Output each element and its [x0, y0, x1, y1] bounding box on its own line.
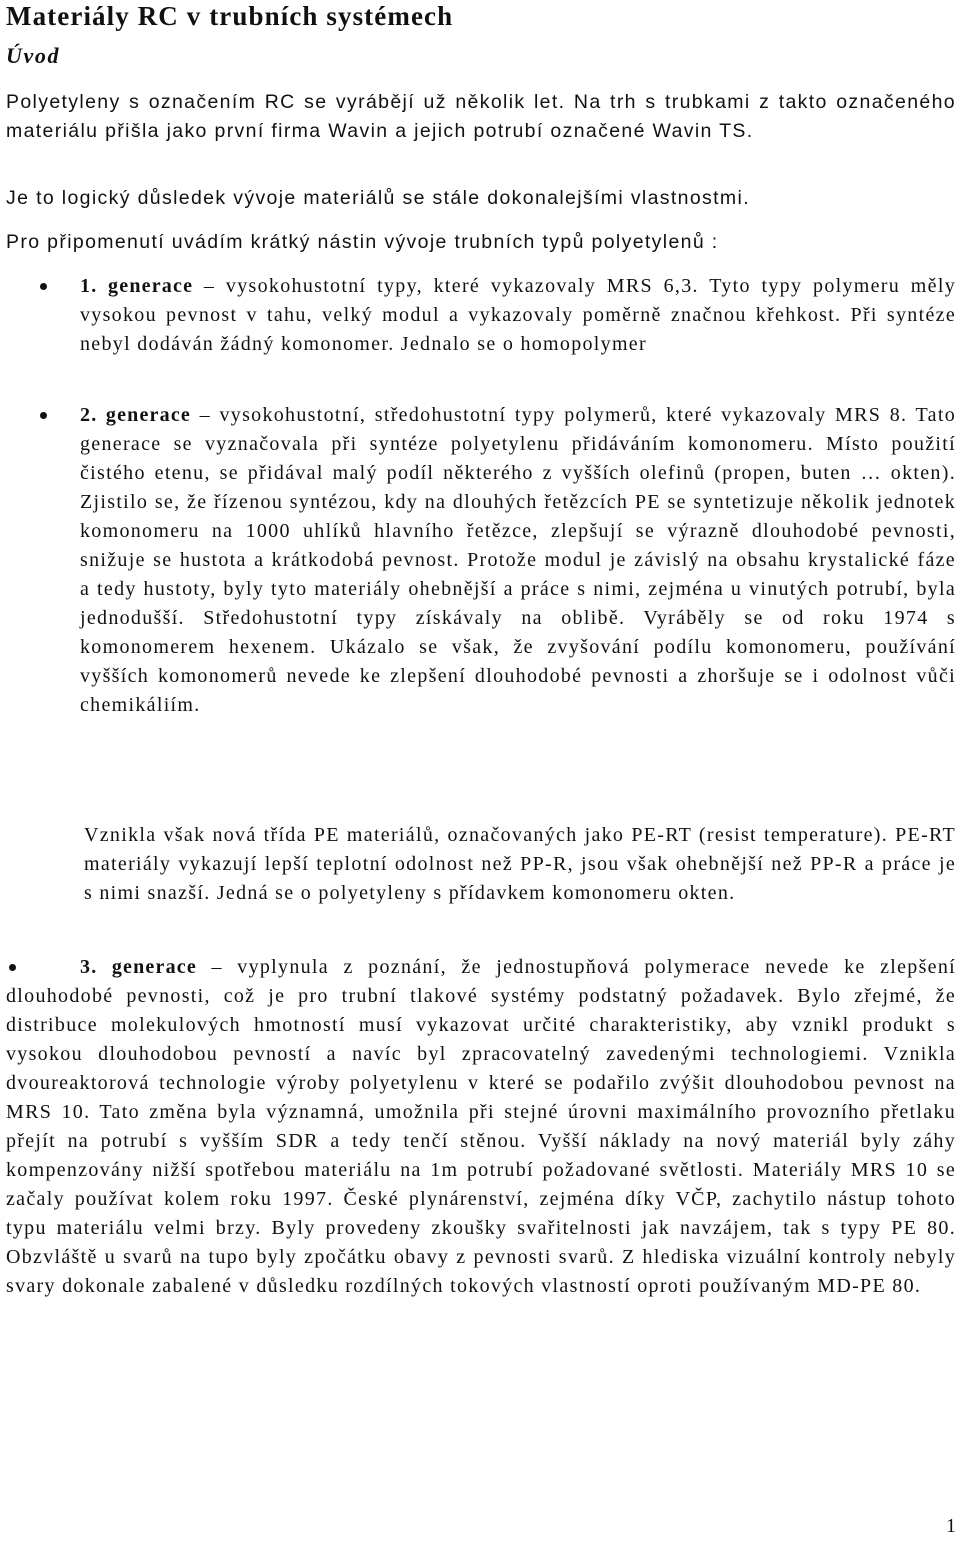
intro-paragraph-3: Pro připomenutí uvádím krátký nástin vývoje trubních typů polyetylenů : — [6, 231, 719, 253]
document-title: Materiály RC v trubních systémech — [6, 1, 454, 31]
pe-rt-paragraph: Vznikla však nová třída PE materiálů, označovaných jako PE-RT (resist temperature). PE-RT materiály vykazují lepší teplotní odolnost než PP-R, jsou však ohebnější než PP-R a práce je s nimi snazší. Jedná se o polyetyleny s přídavkem komonomeru okten. — [84, 824, 956, 904]
generation-1-text: – vysokohustotní typy, které vykazovaly MRS 6,3. Tyto typy polymeru měly vysokou pevnost v tahu, velký modul a vykazovaly poměrně značnou křehkost. Při syntéze nebyl dodáván žádný komonomer. Jednalo se o homopolymer — [80, 275, 956, 355]
generation-2-item — [80, 401, 956, 720]
generation-3-label: 3. generace — [80, 956, 197, 978]
intro-paragraph-1: Polyetyleny s označením RC se vyrábějí už několik let. Na trh s trubkami z takto označeného materiálu přišla jako první firma Wavin a jejich potrubí označené Wavin TS. — [6, 91, 956, 142]
bullet-icon — [40, 412, 47, 419]
bullet-icon — [40, 283, 47, 290]
generation-3-item — [6, 953, 956, 1301]
generation-1-label: 1. generace — [80, 275, 194, 297]
generation-3-text: – vyplynula z poznání, že jednostupňová polymerace nevede ke zlepšení dlouhodobé pevnosti, což je pro trubní tlakové systémy podstatný požadavek. Bylo zřejmé, že distribuce molekulových hmotností musí vykazovat určité charakteristiky, aby vznikl produkt s vysokou dlouhodobou pevností a navíc byl zpracovatelný zavedenými technologiemi. Vznikla dvoureaktorová technologie výroby polyetylenu v které se podařilo zvýšit dlouhodobou pevnost na MRS 10. Tato změna byla významná, umožnila při stejné úrovni maximálního provozního přetlaku přejít na potrubí s vyšším SDR a tedy tenčí stěnou. Vyšší náklady na nový materiál byly záhy kompenzovány nižší spotřebou materiálu na 1m potrubí požadované světlosti. Materiály MRS 10 se začaly používat kolem roku 1997. České plynárenství, zejména díky VČP, zachytilo nástup tohoto typu materiálu velmi brzy. Byly provedeny zkoušky svařitelnosti jak navzájem, tak s typy PE 80. Obzvláště u svarů na tupo byly zpočátku obavy z pevnosti svarů. Z hlediska vizuální kontroly nebyly svary dokonale zabalené v důsledku rozdílných tokových vlastností oproti používaným MD-PE 80. — [6, 956, 956, 1297]
intro-paragraph-2: Je to logický důsledek vývoje materiálů se stále dokonalejšími vlastnostmi. — [6, 187, 750, 209]
section-heading: Úvod — [6, 43, 61, 68]
generation-2-label: 2. generace — [80, 404, 191, 426]
page-number: 1 — [946, 1515, 956, 1537]
generation-2-text: – vysokohustotní, středohustotní typy polymerů, které vykazovaly MRS 8. Tato generace se vyznačovala při syntéze polyetylenu přidáváním komonomeru. Místo použití čistého etenu, se přidával malý podíl některého z vyšších olefinů (propen, buten … okten). Zjistilo se, že řízenou syntézou, kdy na dlouhých řetězcích PE se syntetizuje několik jednotek komonomeru na 1000 uhlíků hlavního řetězce, zlepšují se výrazně dlouhodobé pevnosti, snižuje se hustota a krátkodobá pevnost. Protože modul je závislý na obsahu krystalické fáze a tedy hustoty, byly tyto materiály ohebnější a práce s nimi, zejména u vinutých potrubí, byla jednodušší. Středohustotní typy získávaly na oblibě. Vyráběly se od roku 1974 s komonomerem hexenem. Ukázalo se však, že zvyšování podílu komonomeru, používání vyšších komonomerů nevede ke zlepšení dlouhodobé pevnosti a zhoršuje se i odolnost vůči chemikáliím. — [80, 404, 956, 716]
generation-1-item — [80, 272, 956, 359]
